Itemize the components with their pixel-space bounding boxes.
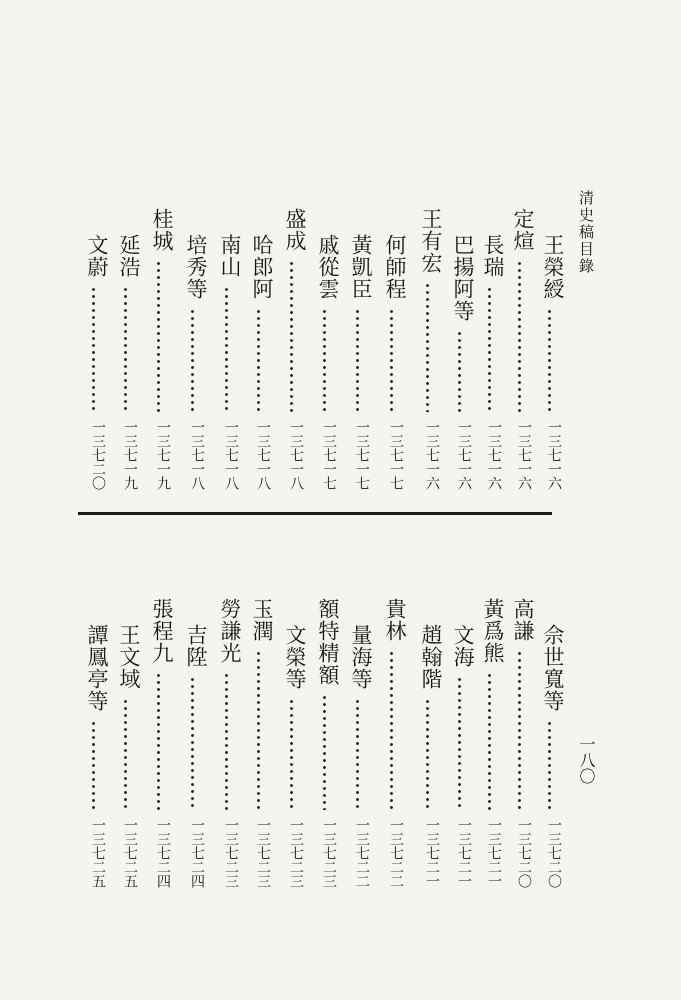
leader-dots [225,672,228,810]
entry-name: 培秀等 [184,234,208,300]
entry-name: 黃凱臣 [349,234,373,300]
entry-name: 何師程 [383,234,407,300]
leader-dots [257,308,260,412]
running-header: 清史稿目錄 [577,190,595,275]
entry-page-number: 一三七一六 [486,420,502,490]
entry-name: 盛成 [283,208,307,252]
entry-name: 黃爲熊 [481,598,505,664]
toc-entry [535,208,563,498]
toc-entry [111,208,139,498]
leader-dots [426,698,429,810]
toc-entry [111,598,139,904]
entry-page-number: 一三七一七 [321,420,337,490]
entry-name: 吉陞 [184,624,208,668]
toc-entry [310,598,338,904]
toc-entry [475,598,503,904]
entry-name: 王文域 [117,624,141,690]
entry-page-number: 一三七二五 [90,818,106,888]
leader-dots [548,308,551,412]
entry-page-number: 一三七一七 [354,420,370,490]
entry-page-number: 一三七二〇 [546,818,562,888]
leader-dots [426,282,429,412]
leader-dots [488,672,491,810]
toc-entry [413,598,441,904]
toc-entry [310,208,338,498]
toc-entry [475,208,503,498]
toc-entry [79,598,107,904]
leader-dots [458,676,461,810]
leader-dots [518,260,521,412]
leader-dots [290,260,293,412]
leader-dots [124,286,127,412]
entry-page-number: 一三七二五 [122,818,138,888]
leader-dots [92,720,95,810]
leader-dots [390,650,393,810]
toc-entry [144,208,172,498]
entry-name: 玉潤 [250,598,274,642]
toc-entry [178,598,206,904]
leader-dots [157,672,160,810]
entry-page-number: 一三七一八 [255,420,271,490]
entry-name: 王有宏 [419,208,443,274]
toc-entry [244,598,272,904]
entry-page-number: 一三七一六 [516,420,532,490]
entry-name: 哈郎阿 [250,234,274,300]
toc-entry [277,598,305,904]
section-divider [78,512,552,515]
toc-entry [377,598,405,904]
entry-name: 高謙 [511,598,535,642]
entry-page-number: 一三七二二 [388,818,404,888]
entry-page-number: 一三七二四 [155,818,171,888]
leader-dots [356,698,359,810]
leader-dots [518,650,521,810]
entry-page-number: 一三七二三 [223,818,239,888]
leader-dots [290,698,293,810]
entry-name: 文海 [451,624,475,668]
toc-entry [79,208,107,498]
toc-entry [505,208,533,498]
leader-dots [124,698,127,810]
entry-name: 佘世寬等 [541,624,565,712]
entry-name: 勞謙光 [218,598,242,664]
entry-name: 定煊 [511,208,535,252]
entry-page-number: 一三七一八 [288,420,304,490]
page-number: 一八〇 [577,736,596,784]
entry-page-number: 一三七二二 [354,818,370,888]
entry-name: 長瑞 [481,234,505,278]
leader-dots [92,286,95,412]
leader-dots [323,308,326,412]
toc-entry [244,208,272,498]
entry-name: 額特精額 [316,598,340,686]
entry-page-number: 一三七二一 [456,818,472,888]
toc-entry [535,598,563,904]
toc-entry [212,598,240,904]
entry-page-number: 一三七二三 [321,818,337,888]
entry-page-number: 一三七二一 [486,818,502,888]
entry-page-number: 一三七一八 [189,420,205,490]
entry-name: 巴揚阿等 [451,234,475,322]
leader-dots [458,330,461,412]
entry-page-number: 一三七一九 [155,420,171,490]
entry-page-number: 一三七二〇 [516,818,532,888]
entry-name: 張程九 [150,598,174,664]
leader-dots [548,720,551,810]
entry-name: 譚鳳亭等 [85,624,109,712]
toc-entry [178,208,206,498]
entry-page-number: 一三七二〇 [90,420,106,490]
toc-entry [343,598,371,904]
toc-entry [445,208,473,498]
entry-page-number: 一三七一六 [456,420,472,490]
entry-page-number: 一三七一七 [388,420,404,490]
leader-dots [191,676,194,810]
entry-name: 王榮綬 [541,234,565,300]
entry-name: 貴林 [383,598,407,642]
entry-page-number: 一三七二四 [189,818,205,888]
toc-entry [212,208,240,498]
entry-name: 文蔚 [85,234,109,278]
leader-dots [488,286,491,412]
entry-name: 延浩 [117,234,141,278]
leader-dots [390,308,393,412]
toc-entry [413,208,441,498]
entry-name: 戚從雲 [316,234,340,300]
entry-name: 趙翰階 [419,624,443,690]
leader-dots [257,650,260,810]
toc-entry [343,208,371,498]
leader-dots [323,694,326,810]
entry-name: 南山 [218,234,242,278]
toc-entry [377,208,405,498]
leader-dots [225,286,228,412]
toc-entry [445,598,473,904]
entry-page-number: 一三七一六 [546,420,562,490]
entry-page-number: 一三七一八 [223,420,239,490]
entry-page-number: 一三七一九 [122,420,138,490]
entry-name: 文榮等 [283,624,307,690]
entry-page-number: 一三七二三 [255,818,271,888]
leader-dots [356,308,359,412]
entry-page-number: 一三七二一 [424,818,440,888]
entry-name: 量海等 [349,624,373,690]
leader-dots [157,260,160,412]
toc-entry [505,598,533,904]
entry-page-number: 一三七二三 [288,818,304,888]
toc-entry [277,208,305,498]
entry-page-number: 一三七一六 [424,420,440,490]
entry-name: 桂城 [150,208,174,252]
leader-dots [191,308,194,412]
toc-entry [144,598,172,904]
